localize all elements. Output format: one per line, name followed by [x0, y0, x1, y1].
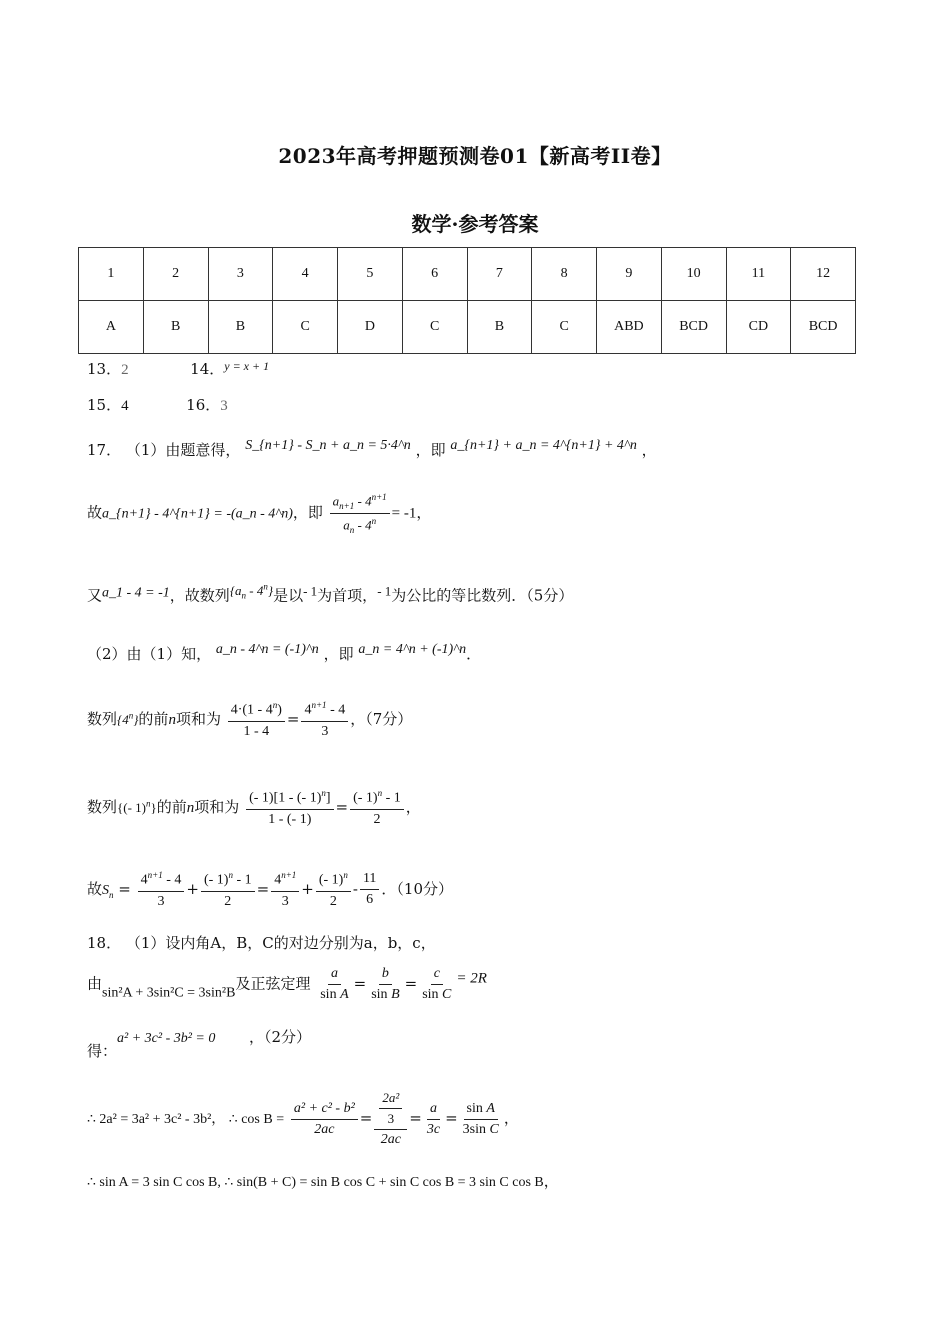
q17-seq-text1: ，故数列	[169, 586, 230, 605]
answer-table-number-cell: 11	[726, 248, 791, 301]
q18-eq2: a² + 3c² - 3b² = 0	[117, 1031, 216, 1046]
answer-table-number-cell: 3	[208, 248, 273, 301]
q17-line-5: 数列{4$^n$}的前n项和为 $\frac{4\cdot(1 - 4^n)}{1 - 4}$ = $\frac{4^{n+1} - 4}{3}$ ，（7分）	[87, 700, 413, 739]
answer-table-answer-cell: BCD	[791, 301, 856, 354]
answer-table-answer-cell: B	[208, 301, 273, 354]
q17-sum2-result: $\frac{(- 1)^n - 1}{2}$	[350, 788, 404, 828]
q17-part1-intro: （1）由题意得，	[125, 441, 241, 459]
q17-eq4-rhs: = -1	[391, 505, 417, 522]
q17-seq-text3: 为首项，	[317, 586, 378, 605]
q17-gu: 故	[87, 503, 103, 522]
q18-line-2: 由sin²A + 3sin²C = 3sin²B及正弦定理 $\frac{a}{\text{sin A}}$ = $\frac{b}{\text{sin B}}$ = $\frac{c}{\text{sin C}}$ = 2R	[87, 966, 487, 1002]
page-subtitle: 数学·参考答案	[411, 212, 539, 236]
q17-sum1-score: ，（7分）	[350, 709, 413, 728]
q17-ratio-fraction: $\frac{a_{n+1} - 4^{n+1}}{a_n - 4^n}$	[330, 492, 390, 535]
answer-table-answer-cell: C	[273, 301, 338, 354]
answer-table-answer-cell: B	[467, 301, 532, 354]
q18-cos-frac-4: $\frac{\text{sin A}}{\text{3sin C}}$	[462, 1100, 499, 1137]
answer-table-number-cell: 8	[532, 248, 597, 301]
q17-ji: ，即	[415, 441, 446, 459]
q18-law-text: 及正弦定理	[235, 974, 311, 993]
q17-seq-text2: 是以	[273, 586, 304, 605]
answer-table-number-row	[79, 248, 856, 301]
q18-sine-frac-a: $\frac{a}{\text{sin A}}$	[320, 966, 349, 1002]
q17-part2-intro: （2）由（1）知，	[87, 645, 212, 663]
answer-table-answer-cell: BCD	[661, 301, 726, 354]
q17-line-6: 数列{(- 1)$^n$}的前n项和为 $\frac{(- 1)[1 - (- 1)^n]}{1 - (- 1)}$ = $\frac{(- 1)^n - 1}{2}$ ，	[87, 788, 421, 827]
answer-table-answer-cell: CD	[726, 301, 791, 354]
q18-cos-frac-1: $\frac{\text{a² + c² - b²}}{2ac}$	[291, 1101, 358, 1138]
answer-table-answer-cell: A	[79, 301, 144, 354]
answer-table-number-cell: 12	[791, 248, 856, 301]
answer-table-number-cell: 10	[661, 248, 726, 301]
q18-score1: ，（2分）	[248, 1028, 311, 1046]
q15-label: 15．	[87, 396, 122, 414]
q18-you: 由	[87, 974, 103, 993]
q18-line-1	[87, 932, 436, 953]
q17-sum1-result: $\frac{4^{n+1} - 4}{3}$	[301, 700, 348, 740]
q17-first-term: - 1	[303, 583, 318, 599]
q17-final-frac-2: $\frac{(- 1)^n - 1}{2}$	[201, 870, 255, 910]
page-title: 2023年高考押题预测卷01【新高考II卷】	[278, 144, 672, 168]
q17-sum1-text3: 项和为	[175, 709, 221, 728]
q17-label: 17．	[87, 441, 122, 459]
answer-table-answer-cell: ABD	[597, 301, 662, 354]
q17-seq-text4: 为公比的等比数列．（5分）	[391, 586, 574, 605]
q18-eq1: sin²A + 3sin²C = 3sin²B	[102, 985, 236, 1001]
answer-table	[78, 247, 856, 354]
q18-de: 得：	[87, 1042, 118, 1060]
q17-sum1-fraction: $\frac{4\cdot(1 - 4^n)}{1 - 4}$	[228, 700, 285, 740]
q16-label: 16．	[186, 396, 221, 414]
q17-final-frac-1: $\frac{4^{n+1} - 4}{3}$	[138, 870, 185, 910]
answer-table-number-cell: 7	[467, 248, 532, 301]
q17-final-frac-5: $\frac{11}{6}$	[360, 871, 379, 908]
q18-line-5	[87, 1170, 559, 1191]
q17-line-3: 又a_1 - 4 = -1，故数列$\{a_n - 4^n\}$是以- 1为首项，- 1为公比的等比数列．（5分）	[87, 582, 574, 605]
q17-eq6: a_n - 4^n = (-1)^n	[215, 642, 319, 657]
q17-eq7: a_n = 4^n + (-1)^n	[358, 642, 467, 657]
answer-table-answer-cell: C	[402, 301, 467, 354]
q18-line-4: ∴ 2a² = 3a² + 3c² - 3b²， ∴ cos B = $\frac{\text{a² + c² - b²}}{2ac}$ = $\frac{\frac{\text{2a²}}{3}}{2ac}$ = $\frac{a}{3c}$ = $\frac{\text{sin A}}{\text{3sin C}}$ ，	[87, 1090, 519, 1147]
q17-sum2-fraction: $\frac{(- 1)[1 - (- 1)^n]}{1 - (- 1)}$	[246, 788, 333, 828]
q17-you: 又	[87, 586, 103, 605]
q17-period: ．	[466, 645, 482, 663]
q18-sine-frac-b: $\frac{b}{\text{sin B}}$	[371, 966, 400, 1002]
q18-label: 18．	[87, 934, 122, 952]
q17-sum1-text2: 的前	[138, 709, 169, 728]
answer-table-number-cell: 4	[273, 248, 338, 301]
q18-cos-frac-2: $\frac{\frac{\text{2a²}}{3}}{2ac}$	[374, 1090, 407, 1148]
answer-table-answer-cell: C	[532, 301, 597, 354]
fill-in-row-1	[87, 358, 269, 379]
answer-table-number-cell: 5	[338, 248, 403, 301]
fill-in-row-2	[87, 394, 228, 415]
q17-sum2-score: ，	[405, 797, 421, 816]
q17-line-7: 故$S_n$ = $\frac{4^{n+1} - 4}{3}$ + $\frac{(- 1)^n - 1}{2}$ = $\frac{4^{n+1}}{3}$ + $\frac{(- 1)^n}{2}$ - $\frac{11}{6}$ ．（10分）	[87, 870, 454, 909]
q18-part1-text: （1）设内角A，B，C的对边分别为a，b，c，	[125, 934, 436, 952]
q17-sum1-text1: 数列	[87, 709, 118, 728]
q13-answer: 2	[121, 362, 129, 378]
q14-answer: y = x + 1	[224, 359, 270, 373]
q17-eq1: S_{n+1} - S_n + a_n = 5·4^n	[245, 438, 411, 453]
q18-therefore1: ∴ 2a² = 3a² + 3c² - 3b²， ∴ cos B =	[87, 1112, 285, 1127]
answer-table-answer-cell: B	[143, 301, 208, 354]
answer-table-number-cell: 6	[402, 248, 467, 301]
q17-final-frac-3: $\frac{4^{n+1}}{3}$	[271, 870, 299, 910]
q17-line-1	[87, 438, 657, 460]
q17-eq5: a_1 - 4 = -1	[102, 585, 170, 601]
q17-ratio: - 1	[377, 583, 392, 599]
answer-table-number-cell: 2	[143, 248, 208, 301]
q18-cos-frac-3: $\frac{a}{3c}$	[426, 1100, 441, 1137]
answer-table-answer-cell: D	[338, 301, 403, 354]
q17-comma: ，	[641, 441, 657, 459]
q13-label: 13．	[87, 360, 122, 378]
q18-sine-frac-c: $\frac{c}{\text{sin C}}$	[422, 966, 452, 1002]
q18-end-comma: ，	[543, 1172, 559, 1190]
q15-answer: 4	[121, 398, 129, 414]
q17-line-2: 故a_{n+1} - 4^{n+1} = -(a_n - 4^n)，即 $\frac{a_{n+1} - 4^{n+1}}{a_n - 4^n}$ = -1，	[87, 492, 432, 535]
q14-label: 14．	[190, 360, 225, 378]
answer-table-number-cell: 9	[597, 248, 662, 301]
q17-line-4: （2）由（1）知， a_n - 4^n = (-1)^n ，即 a_n = 4^n + (-1)^n．	[87, 642, 482, 663]
q18-therefore2: ∴ sin A = 3 sin C cos B, ∴ sin(B + C) = sin B cos C + sin C cos B = 3 sin C cos B	[87, 1175, 544, 1190]
q18-line-3	[87, 1026, 311, 1061]
q17-final-frac-4: $\frac{(- 1)^n}{2}$	[316, 870, 351, 910]
q17-final-score: ．（10分）	[381, 879, 454, 898]
q17-eq2: a_{n+1} + a_n = 4^{n+1} + 4^n	[450, 438, 637, 453]
answer-table-answer-row	[79, 301, 856, 354]
q17-eq3: a_{n+1} - 4^{n+1} = -(a_n - 4^n)	[102, 506, 293, 522]
q17-n-var: n	[168, 711, 176, 728]
answer-table-number-cell: 1	[79, 248, 144, 301]
q16-answer: 3	[220, 398, 228, 414]
